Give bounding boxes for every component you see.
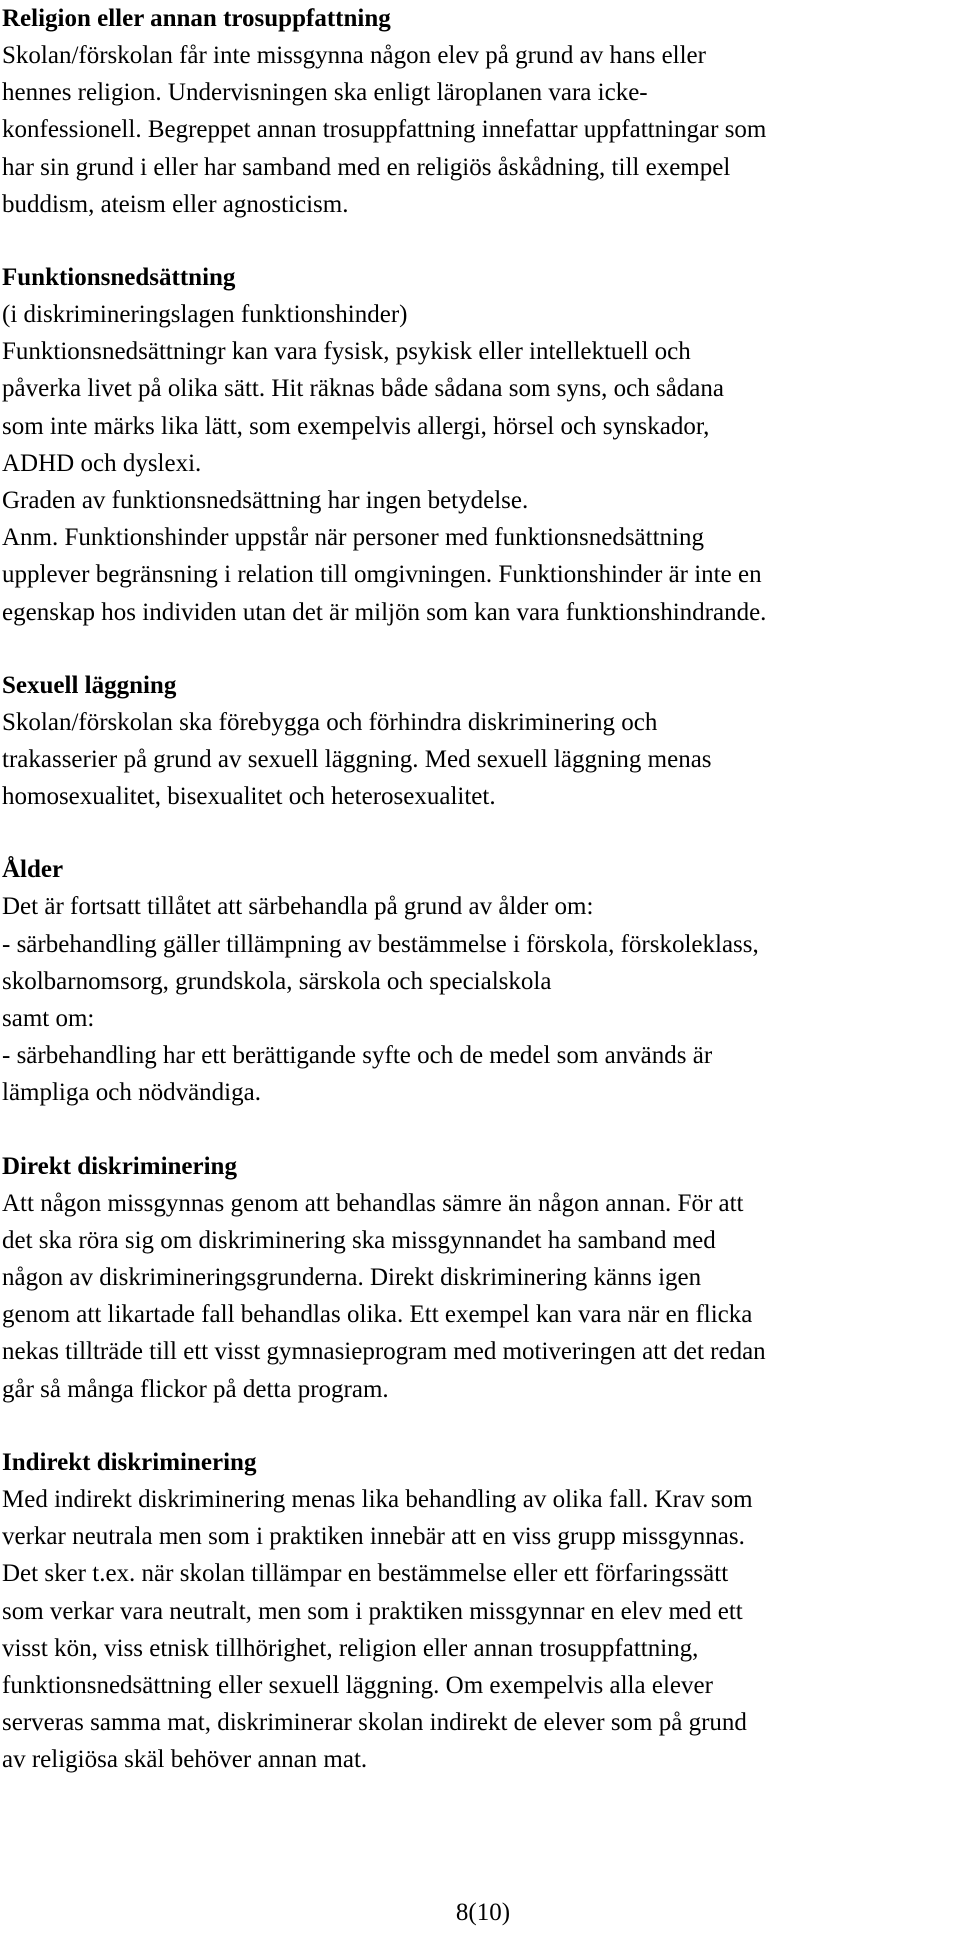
body-line: verkar neutrala men som i praktiken innebär att en viss grupp missgynnas.: [2, 1523, 745, 1551]
section-gap: [2, 1408, 950, 1444]
body-line: samt om:: [2, 1005, 95, 1033]
section-alder: [2, 851, 950, 1111]
section-religion: [2, 0, 950, 223]
section-body: [2, 888, 950, 1111]
section-heading: Funktionsnedsättning: [2, 264, 236, 292]
body-line: ADHD och dyslexi.: [2, 449, 202, 477]
body-line: som verkar vara neutralt, men som i praktiken missgynnar en elev med ett: [2, 1597, 743, 1625]
section-gap: [2, 1112, 950, 1148]
body-line: hennes religion. Undervisningen ska enligt läroplanen vara icke-: [2, 79, 648, 107]
section-indirekt-diskriminering: [2, 1444, 950, 1779]
section-body: [2, 296, 950, 631]
section-heading: Ålder: [2, 856, 64, 884]
body-line: Det sker t.ex. när skolan tillämpar en bestämmelse eller ett förfaringssätt: [2, 1560, 729, 1588]
body-line: Det är fortsatt tillåtet att särbehandla på grund av ålder om:: [2, 893, 594, 921]
section-body: [2, 1185, 950, 1408]
section-funktionsnedsattning: [2, 259, 950, 631]
body-line: nekas tillträde till ett visst gymnasieprogram med motiveringen att det redan: [2, 1338, 766, 1366]
section-sexuell-laggning: [2, 667, 950, 816]
section-body: [2, 37, 950, 223]
body-line: Med indirekt diskriminering menas lika behandling av olika fall. Krav som: [2, 1485, 753, 1513]
body-line: Skolan/förskolan får inte missgynna någon elev på grund av hans eller: [2, 42, 706, 69]
body-line: egenskap hos individen utan det är miljön som kan vara funktionshindrande.: [2, 598, 767, 626]
body-line: som inte märks lika lätt, som exempelvis allergi, hörsel och synskador,: [2, 412, 710, 440]
section-heading: Direkt diskriminering: [2, 1152, 237, 1180]
body-line: Graden av funktionsnedsättning har ingen betydelse.: [2, 487, 529, 515]
section-heading: Religion eller annan trosuppfattning: [2, 5, 391, 32]
section-body: [2, 1481, 950, 1779]
body-line: Funktionsnedsättningr kan vara fysisk, psykisk eller intellektuell och: [2, 338, 691, 366]
body-line: Att någon missgynnas genom att behandlas sämre än någon annan. För att: [2, 1189, 744, 1217]
body-line: trakasserier på grund av sexuell läggning. Med sexuell läggning menas: [2, 746, 712, 774]
body-line: genom att likartade fall behandlas olika. Ett exempel kan vara när en flicka: [2, 1301, 753, 1329]
body-line: konfessionell. Begreppet annan trosuppfattning innefattar uppfattningar som: [2, 116, 767, 144]
body-line: går så många flickor på detta program.: [2, 1375, 389, 1403]
body-line: det ska röra sig om diskriminering ska missgynnandet ha samband med: [2, 1226, 716, 1254]
body-line: Skolan/förskolan ska förebygga och förhindra diskriminering och: [2, 708, 658, 736]
body-line: (i diskrimineringslagen funktionshinder): [2, 301, 408, 329]
body-line: homosexualitet, bisexualitet och heterosexualitet.: [2, 783, 496, 811]
body-line: någon av diskrimineringsgrunderna. Direkt diskriminering känns igen: [2, 1264, 702, 1292]
body-line: funktionsnedsättning eller sexuell läggning. Om exempelvis alla elever: [2, 1671, 713, 1699]
body-line: Anm. Funktionshinder uppstår när personer med funktionsnedsättning: [2, 524, 704, 552]
page-footer: [0, 1894, 960, 1931]
section-body: [2, 704, 950, 816]
body-line: visst kön, viss etnisk tillhörighet, religion eller annan trosuppfattning,: [2, 1634, 699, 1662]
section-gap: [2, 223, 950, 259]
body-line: - särbehandling har ett berättigande syfte och de medel som används är: [2, 1042, 713, 1070]
body-line: lämpliga och nödvändiga.: [2, 1079, 261, 1107]
section-heading: Sexuell läggning: [2, 671, 177, 699]
body-line: av religiösa skäl behöver annan mat.: [2, 1746, 368, 1774]
body-line: skolbarnomsorg, grundskola, särskola och specialskola: [2, 967, 552, 995]
page-number: 8(10): [455, 1899, 511, 1926]
section-gap: [2, 815, 950, 851]
body-line: har sin grund i eller har samband med en religiös åskådning, till exempel: [2, 153, 731, 181]
body-line: serveras samma mat, diskriminerar skolan indirekt de elever som på grund: [2, 1709, 747, 1737]
section-gap: [2, 631, 950, 667]
body-line: upplever begränsning i relation till omgivningen. Funktionshinder är inte en: [2, 561, 762, 589]
body-line: buddism, ateism eller agnosticism.: [2, 190, 349, 218]
section-heading: Indirekt diskriminering: [2, 1448, 257, 1476]
body-line: påverka livet på olika sätt. Hit räknas både sådana som syns, och sådana: [2, 375, 724, 403]
section-direkt-diskriminering: [2, 1148, 950, 1408]
body-line: - särbehandling gäller tillämpning av bestämmelse i förskola, förskoleklass,: [2, 930, 759, 958]
